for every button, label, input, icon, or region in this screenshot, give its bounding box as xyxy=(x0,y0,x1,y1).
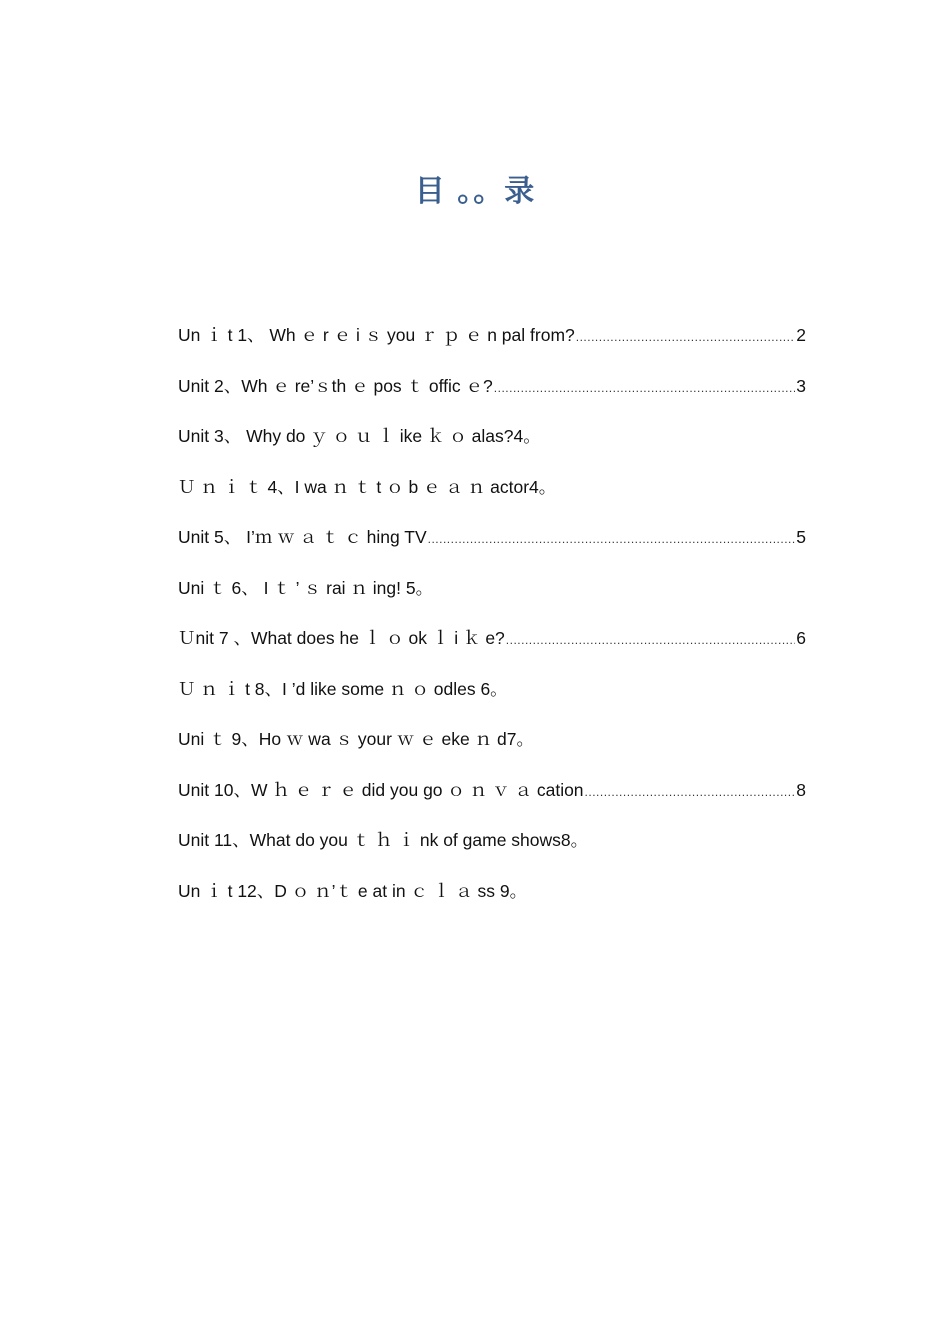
toc-dot-leader xyxy=(576,324,796,350)
toc-dot-leader xyxy=(494,375,795,401)
toc-entry-unit-7[interactable] xyxy=(178,625,806,676)
toc-entry-unit-11[interactable] xyxy=(178,827,806,878)
toc-entry-text: Unit 11、What do you ｔ ｈ ｉ nk of game shows8。 xyxy=(178,830,589,850)
toc-entry-unit-12[interactable] xyxy=(178,878,806,929)
toc-page-number: 8 xyxy=(796,779,806,800)
toc-entry-unit-5[interactable] xyxy=(178,524,806,575)
toc-entry-text: Ｕ ｎ ｉ t 8、I ’d like some ｎ ｏ odles 6。 xyxy=(178,678,508,699)
toc-page-number: 6 xyxy=(796,628,806,648)
toc-dot-leader xyxy=(428,526,796,552)
toc-entry-text: Uni ｔ 6、 I ｔ ’ ｓ rai ｎ ing! 5。 xyxy=(178,577,434,598)
toc-page-number: 3 xyxy=(796,375,806,396)
toc-entry-text: Un ｉ t 12、D ｏ ｎ’ｔ e at in ｃ ｌ ａ ss 9。 xyxy=(178,880,528,901)
toc-entry-unit-3[interactable] xyxy=(178,423,806,474)
toc-entry-unit-2[interactable] xyxy=(178,373,806,424)
toc-entry-text: Unit 5、 I’ｍ ｗ ａ ｔ ｃ hing TV xyxy=(178,527,427,547)
toc-entry-text: Uni ｔ 9、Ho ｗ wa ｓ your ｗ ｅ eke ｎ d7。 xyxy=(178,729,534,749)
toc-dot-leader xyxy=(585,779,796,805)
toc-entry-unit-1[interactable] xyxy=(178,322,806,373)
toc-entry-unit-9[interactable] xyxy=(178,726,806,777)
toc-entry-unit-4[interactable] xyxy=(178,474,806,525)
toc-entry-unit-10[interactable] xyxy=(178,777,806,828)
toc-entry-text: Unit 2、Wh ｅ re’ｓth ｅ pos ｔ offic ｅ? xyxy=(178,375,493,396)
toc-list xyxy=(178,322,806,928)
toc-title: 目 。。录 xyxy=(414,174,536,209)
toc-entry-unit-6[interactable] xyxy=(178,575,806,626)
toc-entry-text: Unit 10、W ｈ ｅ ｒ ｅ did you go ｏ ｎ ｖ ａ cation xyxy=(178,779,584,800)
toc-entry-text: Un ｉ t 1、 Wh ｅ r ｅ i ｓ you ｒ ｐ ｅ n pal from? xyxy=(178,325,575,345)
toc-page-number: 5 xyxy=(796,527,806,547)
toc-entry-text: Ｕnit 7 、What does he ｌ ｏ ok ｌ i ｋ e? xyxy=(178,628,505,648)
toc-dot-leader xyxy=(506,627,795,653)
toc-entry-text: Ｕ ｎ ｉ ｔ 4、I wa ｎ ｔ t ｏ b ｅ ａ ｎ actor4。 xyxy=(178,476,557,497)
toc-entry-text: Unit 3、 Why do ｙ ｏ ｕ ｌ ike ｋ ｏ alas?4。 xyxy=(178,426,541,446)
toc-entry-unit-8[interactable] xyxy=(178,676,806,727)
toc-page-number: 2 xyxy=(796,325,806,345)
